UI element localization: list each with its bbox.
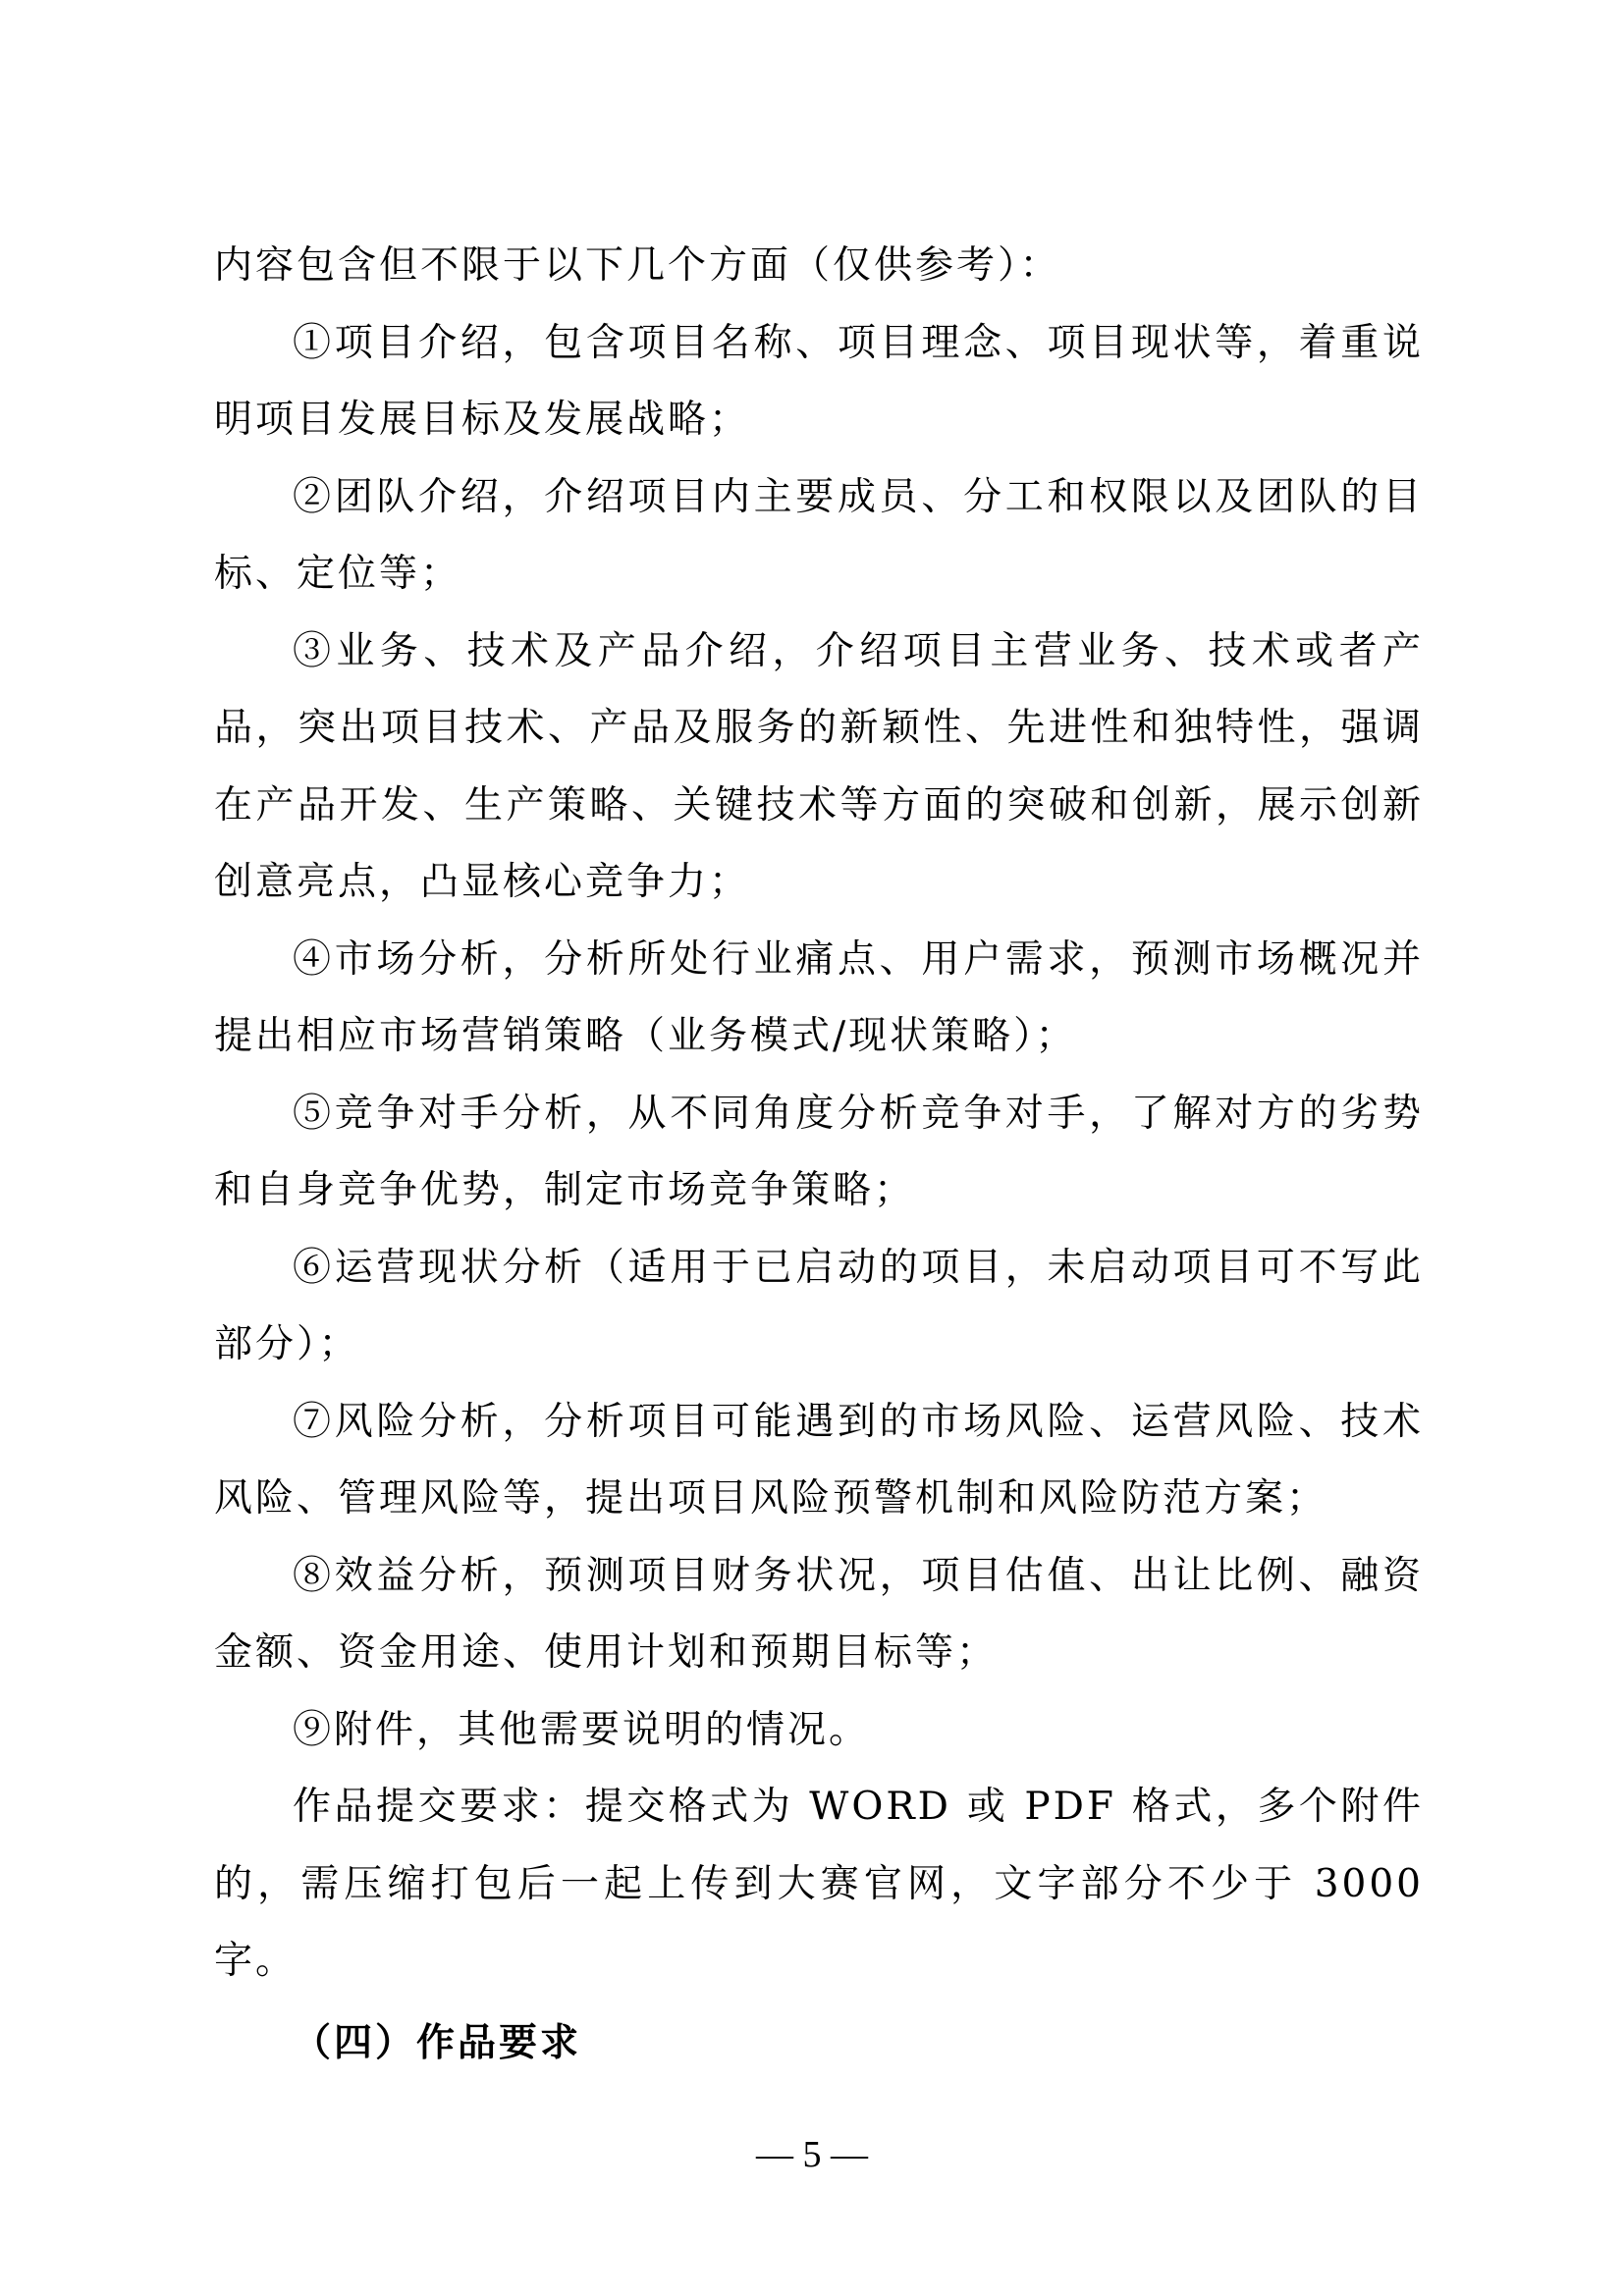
section-heading: （四）作品要求: [293, 2019, 582, 2065]
paragraph-item-2: ②团队介绍，介绍项目内主要成员、分工和权限以及团队的目标、定位等；: [214, 474, 1424, 596]
paragraph-item-5: ⑤竞争对手分析，从不同角度分析竞争对手，了解对方的劣势和自身竞争优势，制定市场竞争策略；: [214, 1091, 1424, 1212]
paragraph-intro: 内容包含但不限于以下几个方面（仅供参考）：: [214, 243, 1061, 288]
paragraph-item-7: ⑦风险分析，分析项目可能遇到的市场风险、运营风险、技术风险、管理风险等，提出项目风险预警机制和风险防范方案；: [214, 1399, 1424, 1521]
paragraph-item-8: ⑧效益分析，预测项目财务状况，项目估值、出让比例、融资金额、资金用途、使用计划和预期目标等；: [214, 1553, 1424, 1675]
paragraph-submission-requirements: 作品提交要求：提交格式为 WORD 或 PDF 格式，多个附件的，需压缩打包后一起上传到大赛官网，文字部分不少于 3000字。: [214, 1785, 1424, 1983]
paragraph-item-4: ④市场分析，分析所处行业痛点、用户需求，预测市场概况并提出相应市场营销策略（业务模式/现状策略）；: [214, 936, 1424, 1058]
paragraph-item-9: ⑨附件，其他需要说明的情况。: [293, 1707, 871, 1752]
page-number: — 5 —: [756, 2134, 868, 2175]
paragraph-item-6: ⑥运营现状分析（适用于已启动的项目，未启动项目可不写此部分）；: [214, 1245, 1424, 1366]
paragraph-item-1: ①项目介绍，包含项目名称、项目理念、项目现状等，着重说明项目发展目标及发展战略；: [214, 320, 1424, 442]
paragraph-item-3: ③业务、技术及产品介绍，介绍项目主营业务、技术或者产品，突出项目技术、产品及服务的新颖性、先进性和独特性，强调在产品开发、生产策略、关键技术等方面的突破和创新，展示创新创意亮点，凸显核心竞争力；: [214, 628, 1424, 904]
document-body: [214, 228, 1424, 2081]
